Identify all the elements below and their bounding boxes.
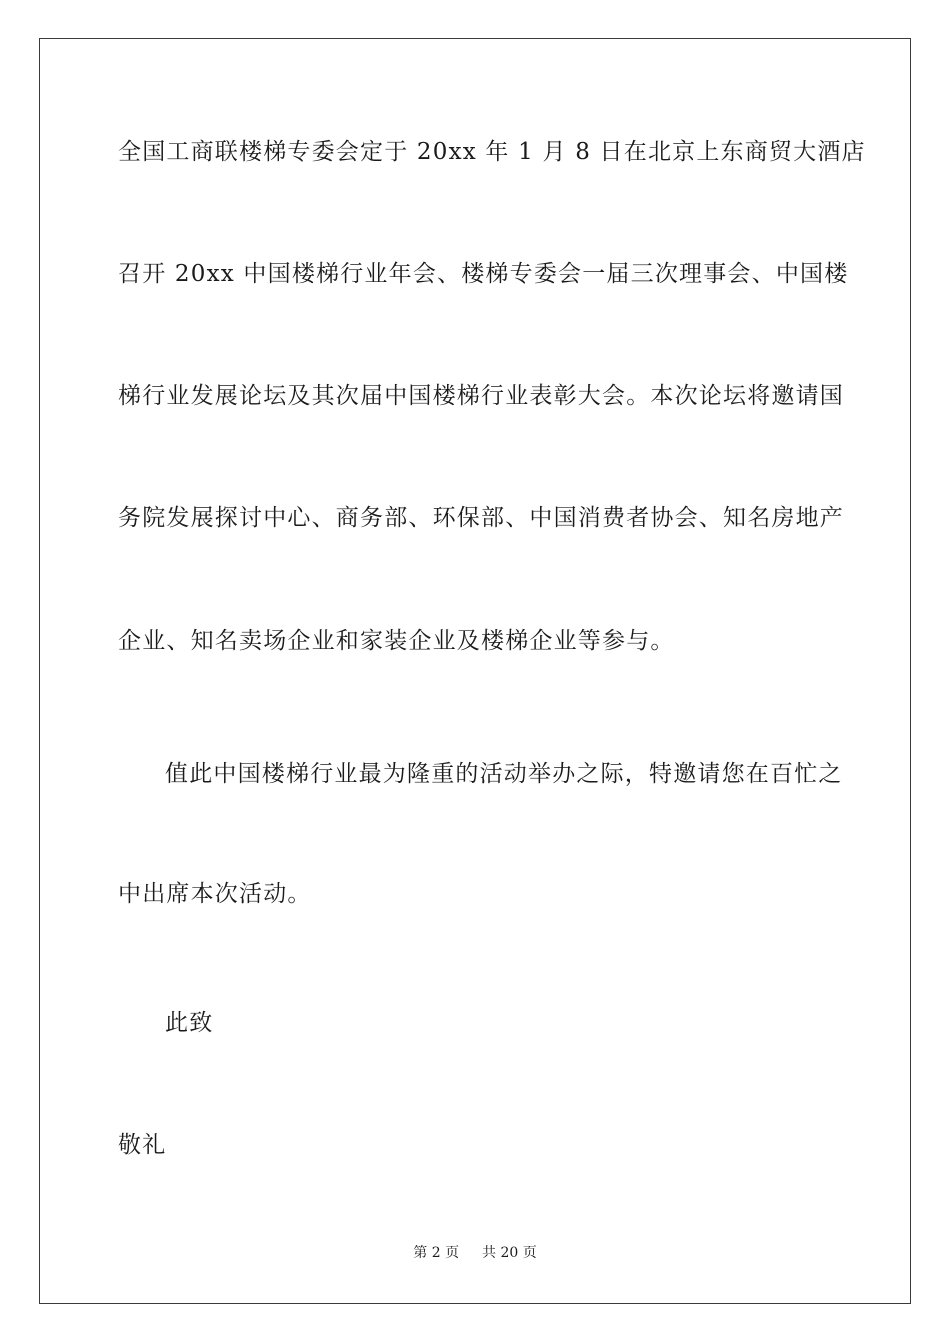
- page-number: 第 2 页: [413, 1245, 460, 1261]
- page-total: 共 20 页: [482, 1245, 537, 1261]
- body-line-2: 召开 20xx 中国楼梯行业年会、楼梯专委会一届三次理事会、中国楼: [118, 261, 849, 287]
- body-line-4: 务院发展探讨中心、商务部、环保部、中国消费者协会、知名房地产: [118, 505, 844, 531]
- body-line-5: 企业、知名卖场企业和家装企业及楼梯企业等参与。: [118, 628, 675, 654]
- closing-text: 此致: [165, 1010, 214, 1036]
- page-footer: [0, 1244, 950, 1262]
- page-border: [39, 38, 911, 1304]
- salutation-text: 敬礼: [118, 1132, 167, 1158]
- body-line-1: 全国工商联楼梯专委会定于 20xx 年 1 月 8 日在北京上东商贸大酒店: [118, 139, 866, 165]
- body-line-6: 值此中国楼梯行业最为隆重的活动举办之际，特邀请您在百忙之: [165, 761, 843, 787]
- body-line-3: 梯行业发展论坛及其次届中国楼梯行业表彰大会。本次论坛将邀请国: [118, 383, 844, 409]
- body-line-7: 中出席本次活动。: [118, 881, 312, 907]
